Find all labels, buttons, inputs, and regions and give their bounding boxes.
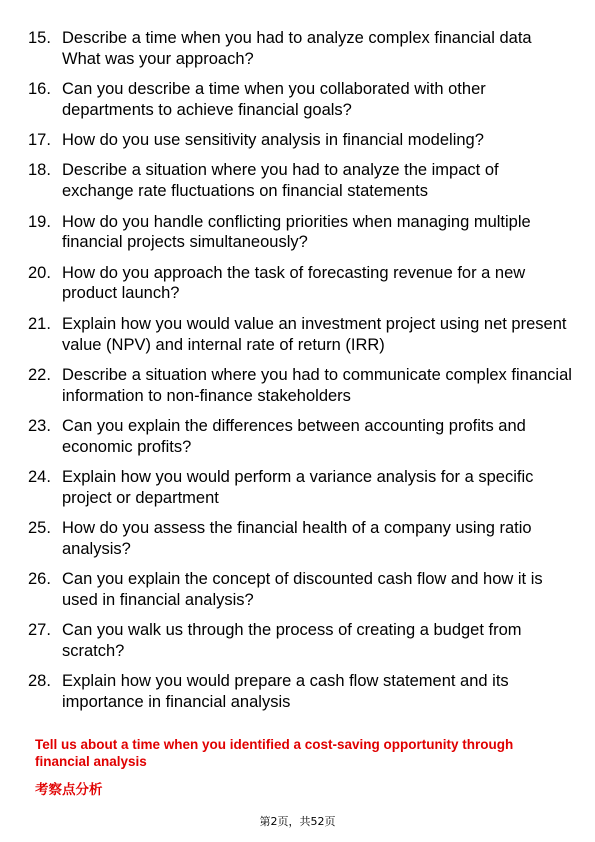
question-text: How do you use sensitivity analysis in financial modeling? (62, 131, 484, 150)
list-item (0, 28, 595, 70)
highlight-question: Tell us about a time when you identified a cost-saving opportunity through financial analysis (35, 737, 514, 769)
question-number: 24. (28, 468, 51, 487)
question-text: Explain how you would value an investment project using net present value (NPV) and internal rate of return (IRR) (62, 314, 567, 354)
question-text: Can you explain the differences between accounting profits and economic profits? (62, 416, 526, 456)
question-number: 22. (28, 365, 51, 384)
page-number: 第2页，共52页 (259, 815, 336, 828)
question-number: 20. (28, 263, 51, 282)
question-number: 17. (28, 131, 51, 150)
question-number: 18. (28, 161, 51, 180)
question-text: Describe a time when you had to analyze complex financial data What was your approach? (62, 29, 532, 68)
analysis-label: 考察点分析 (35, 782, 103, 798)
question-number: 19. (28, 212, 51, 231)
list-item (0, 263, 595, 305)
question-text: Can you describe a time when you collaborated with other departments to achieve financial goals? (62, 80, 486, 119)
list-item (0, 79, 595, 121)
question-text: Describe a situation where you had to analyze the impact of exchange rate fluctuations on financial statements (62, 161, 499, 201)
question-text: How do you handle conflicting priorities when managing multiple financial projects simultaneously? (62, 212, 531, 252)
question-number: 26. (28, 570, 51, 589)
list-item (0, 130, 595, 151)
list-item (0, 212, 595, 254)
question-text: Explain how you would prepare a cash flow statement and its importance in financial analysis (62, 672, 509, 712)
question-number: 28. (28, 672, 51, 691)
list-item (0, 671, 595, 713)
question-number: 16. (28, 80, 51, 99)
question-number: 23. (28, 416, 51, 435)
list-item (0, 467, 595, 509)
list-item (0, 518, 595, 560)
question-number: 27. (28, 621, 51, 640)
list-item (0, 620, 595, 662)
question-text: Describe a situation where you had to communicate complex financial information to non-finance stakeholders (62, 365, 572, 405)
question-text: Explain how you would perform a variance analysis for a specific project or department (62, 468, 534, 507)
question-text: Can you walk us through the process of creating a budget from scratch? (62, 621, 522, 661)
list-item (0, 314, 595, 356)
question-number: 25. (28, 519, 51, 538)
question-number: 21. (28, 314, 51, 333)
list-item (0, 160, 595, 202)
question-text: How do you approach the task of forecasting revenue for a new product launch? (62, 263, 526, 303)
question-text: How do you assess the financial health of a company using ratio analysis? (62, 519, 532, 558)
question-list (0, 28, 595, 723)
question-text: Can you explain the concept of discounted cash flow and how it is used in financial analysis? (62, 570, 543, 610)
list-item (0, 569, 595, 611)
list-item (0, 416, 595, 458)
question-number: 15. (28, 29, 51, 47)
list-item (0, 365, 595, 407)
